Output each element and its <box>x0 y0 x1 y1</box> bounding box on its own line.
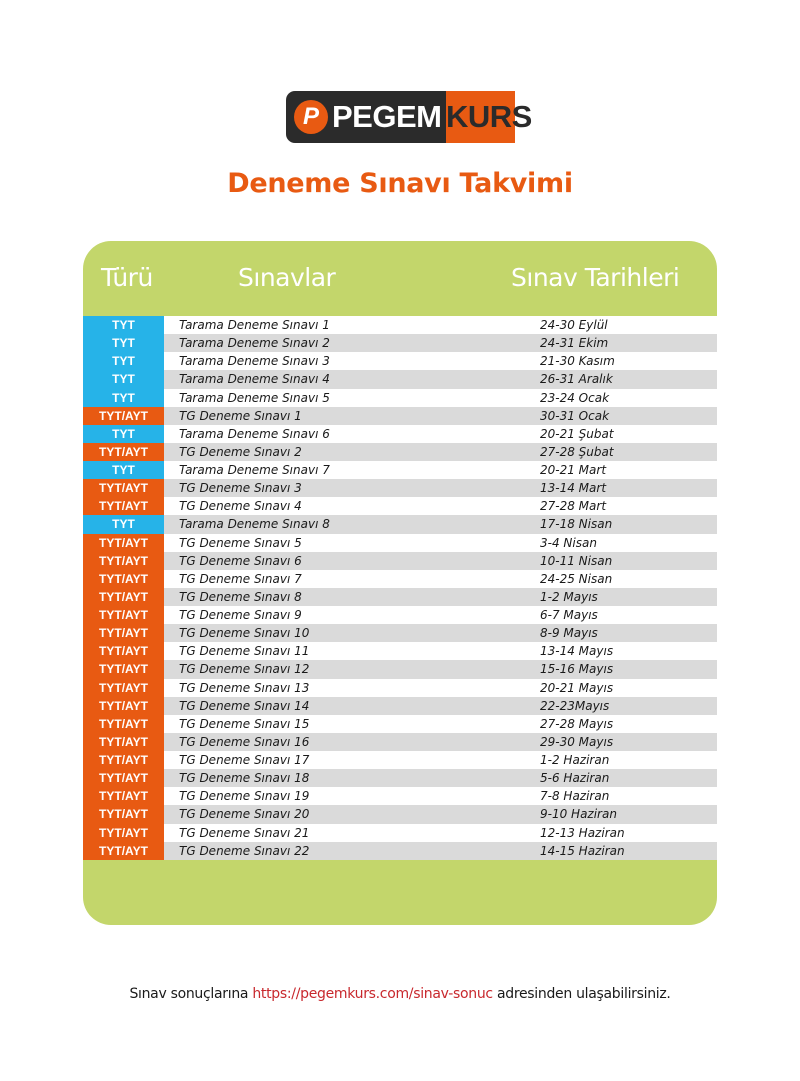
exam-name: TG Deneme Sınavı 4 <box>179 499 302 514</box>
table-row <box>83 352 717 370</box>
exam-type-badge: TYT <box>83 316 164 334</box>
table-row <box>83 443 717 461</box>
exam-type-badge: TYT/AYT <box>83 534 164 552</box>
exam-name: TG Deneme Sınavı 2 <box>179 444 302 459</box>
exam-date: 6-7 Mayıs <box>540 608 598 622</box>
exam-date: 30-31 Ocak <box>540 408 610 423</box>
exam-type-badge: TYT/AYT <box>83 497 164 515</box>
exam-date: 27-28 Mart <box>540 499 607 514</box>
exam-type-badge: TYT/AYT <box>83 824 164 842</box>
exam-name: TG Deneme Sınavı 1 <box>179 408 302 423</box>
exam-date: 14-15 Haziran <box>540 843 625 858</box>
exam-type-badge: TYT/AYT <box>83 679 164 697</box>
exam-name: TG Deneme Sınavı 14 <box>179 698 310 713</box>
exam-date: 26-31 Aralık <box>540 372 613 387</box>
exam-name: TG Deneme Sınavı 3 <box>179 481 302 496</box>
exam-type-badge: TYT/AYT <box>83 588 164 606</box>
exam-name: TG Deneme Sınavı 7 <box>179 571 302 586</box>
exam-date: 20-21 Şubat <box>540 426 614 441</box>
table-row <box>83 679 717 697</box>
footer-suffix: adresinden ulaşabilirsiniz. <box>492 986 671 1002</box>
exam-type-badge: TYT <box>83 352 164 370</box>
exam-date: 27-28 Şubat <box>540 444 614 459</box>
exam-name: TG Deneme Sınavı 10 <box>179 626 310 641</box>
exam-date: 23-24 Ocak <box>540 390 610 405</box>
exam-type-badge: TYT/AYT <box>83 407 164 425</box>
exam-type-badge: TYT/AYT <box>83 642 164 660</box>
exam-type-badge: TYT/AYT <box>83 570 164 588</box>
exam-date: 10-11 Nisan <box>540 553 613 568</box>
exam-type-badge: TYT/AYT <box>83 805 164 823</box>
table-row <box>83 715 717 733</box>
header-type: Türü <box>101 263 153 292</box>
exam-date: 9-10 Haziran <box>540 807 617 822</box>
footer-note <box>0 986 800 1002</box>
exam-type-badge: TYT <box>83 425 164 443</box>
exam-date: 24-30 Eylül <box>540 318 608 332</box>
exam-type-badge: TYT <box>83 334 164 352</box>
exam-name: TG Deneme Sınavı 16 <box>179 734 310 749</box>
exam-type-badge: TYT/AYT <box>83 751 164 769</box>
exam-name: TG Deneme Sınavı 20 <box>179 807 310 822</box>
table-row <box>83 515 717 533</box>
exam-date: 12-13 Haziran <box>540 825 625 840</box>
table-row <box>83 733 717 751</box>
exam-type-badge: TYT/AYT <box>83 606 164 624</box>
exam-type-badge: TYT <box>83 461 164 479</box>
exam-date: 1-2 Haziran <box>540 753 610 767</box>
exam-type-badge: TYT/AYT <box>83 733 164 751</box>
table-row <box>83 751 717 769</box>
exam-date: 7-8 Haziran <box>540 789 610 804</box>
table-row <box>83 316 717 334</box>
exam-name: Tarama Deneme Sınavı 1 <box>179 318 330 332</box>
exam-name: Tarama Deneme Sınavı 2 <box>179 336 330 351</box>
schedule-table <box>83 316 717 860</box>
exam-date: 27-28 Mayıs <box>540 716 614 731</box>
table-row <box>83 570 717 588</box>
exam-date: 1-2 Mayıs <box>540 589 598 604</box>
exam-type-badge: TYT <box>83 389 164 407</box>
exam-name: Tarama Deneme Sınavı 3 <box>179 354 330 369</box>
header-date: Sınav Tarihleri <box>511 263 680 292</box>
table-row <box>83 407 717 425</box>
exam-date: 21-30 Kasım <box>540 354 615 369</box>
exam-date: 24-31 Ekim <box>540 336 609 351</box>
exam-type-badge: TYT/AYT <box>83 787 164 805</box>
exam-date: 5-6 Haziran <box>540 771 610 786</box>
exam-name: Tarama Deneme Sınavı 4 <box>179 372 330 387</box>
exam-date: 24-25 Nisan <box>540 571 613 586</box>
table-row <box>83 497 717 515</box>
exam-name: TG Deneme Sınavı 9 <box>179 608 302 622</box>
table-row <box>83 842 717 860</box>
pegem-kurs-logo <box>286 91 532 143</box>
exam-name: Tarama Deneme Sınavı 8 <box>179 517 330 532</box>
exam-date: 13-14 Mart <box>540 481 607 496</box>
logo-mark-letter: P <box>302 103 319 130</box>
table-row <box>83 642 717 660</box>
table-row <box>83 769 717 787</box>
exam-name: TG Deneme Sınavı 22 <box>179 843 310 858</box>
table-row <box>83 334 717 352</box>
exam-name: TG Deneme Sınavı 17 <box>179 753 310 767</box>
exam-type-badge: TYT/AYT <box>83 715 164 733</box>
table-row <box>83 805 717 823</box>
exam-name: Tarama Deneme Sınavı 5 <box>179 390 330 405</box>
exam-name: TG Deneme Sınavı 6 <box>179 553 302 568</box>
logo-mark-icon <box>294 100 328 134</box>
exam-name: TG Deneme Sınavı 12 <box>179 662 310 677</box>
exam-name: TG Deneme Sınavı 15 <box>179 716 310 731</box>
results-link[interactable]: https://pegemkurs.com/sinav-sonuc <box>252 986 493 1002</box>
exam-name: TG Deneme Sınavı 11 <box>179 644 310 659</box>
exam-type-badge: TYT/AYT <box>83 479 164 497</box>
table-row <box>83 787 717 805</box>
table-row <box>83 606 717 624</box>
exam-date: 20-21 Mart <box>540 463 607 477</box>
table-row <box>83 534 717 552</box>
table-row <box>83 461 717 479</box>
header-exam: Sınavlar <box>238 263 336 292</box>
exam-date: 17-18 Nisan <box>540 517 613 532</box>
exam-type-badge: TYT/AYT <box>83 660 164 678</box>
exam-name: TG Deneme Sınavı 18 <box>179 771 310 786</box>
exam-date: 20-21 Mayıs <box>540 680 614 695</box>
exam-name: TG Deneme Sınavı 13 <box>179 680 310 695</box>
logo-kurs-box <box>446 91 532 143</box>
exam-type-badge: TYT/AYT <box>83 842 164 860</box>
table-row <box>83 660 717 678</box>
exam-type-badge: TYT/AYT <box>83 769 164 787</box>
exam-date: 13-14 Mayıs <box>540 644 614 659</box>
table-row <box>83 824 717 842</box>
logo-text-kurs: KURS <box>446 99 532 134</box>
table-row <box>83 389 717 407</box>
logo-text-pegem: PEGEM <box>332 99 442 134</box>
exam-name: Tarama Deneme Sınavı 7 <box>179 463 330 477</box>
exam-name: TG Deneme Sınavı 21 <box>179 825 310 840</box>
table-row <box>83 479 717 497</box>
table-row <box>83 425 717 443</box>
exam-date: 8-9 Mayıs <box>540 626 598 641</box>
exam-date: 29-30 Mayıs <box>540 734 614 749</box>
exam-name: TG Deneme Sınavı 8 <box>179 589 302 604</box>
table-row <box>83 624 717 642</box>
exam-name: Tarama Deneme Sınavı 6 <box>179 426 330 441</box>
exam-type-badge: TYT/AYT <box>83 552 164 570</box>
exam-type-badge: TYT <box>83 370 164 388</box>
table-row <box>83 697 717 715</box>
exam-date: 3-4 Nisan <box>540 535 597 550</box>
exam-type-badge: TYT/AYT <box>83 697 164 715</box>
footer-prefix: Sınav sonuçlarına <box>129 986 253 1002</box>
exam-type-badge: TYT <box>83 515 164 533</box>
page-title: Deneme Sınavı Takvimi <box>227 168 573 199</box>
table-row <box>83 552 717 570</box>
exam-name: TG Deneme Sınavı 19 <box>179 789 310 804</box>
exam-name: TG Deneme Sınavı 5 <box>179 535 302 550</box>
exam-type-badge: TYT/AYT <box>83 624 164 642</box>
exam-date: 15-16 Mayıs <box>540 662 614 677</box>
exam-date: 22-23Mayıs <box>540 698 610 713</box>
table-row <box>83 370 717 388</box>
table-row <box>83 588 717 606</box>
exam-type-badge: TYT/AYT <box>83 443 164 461</box>
